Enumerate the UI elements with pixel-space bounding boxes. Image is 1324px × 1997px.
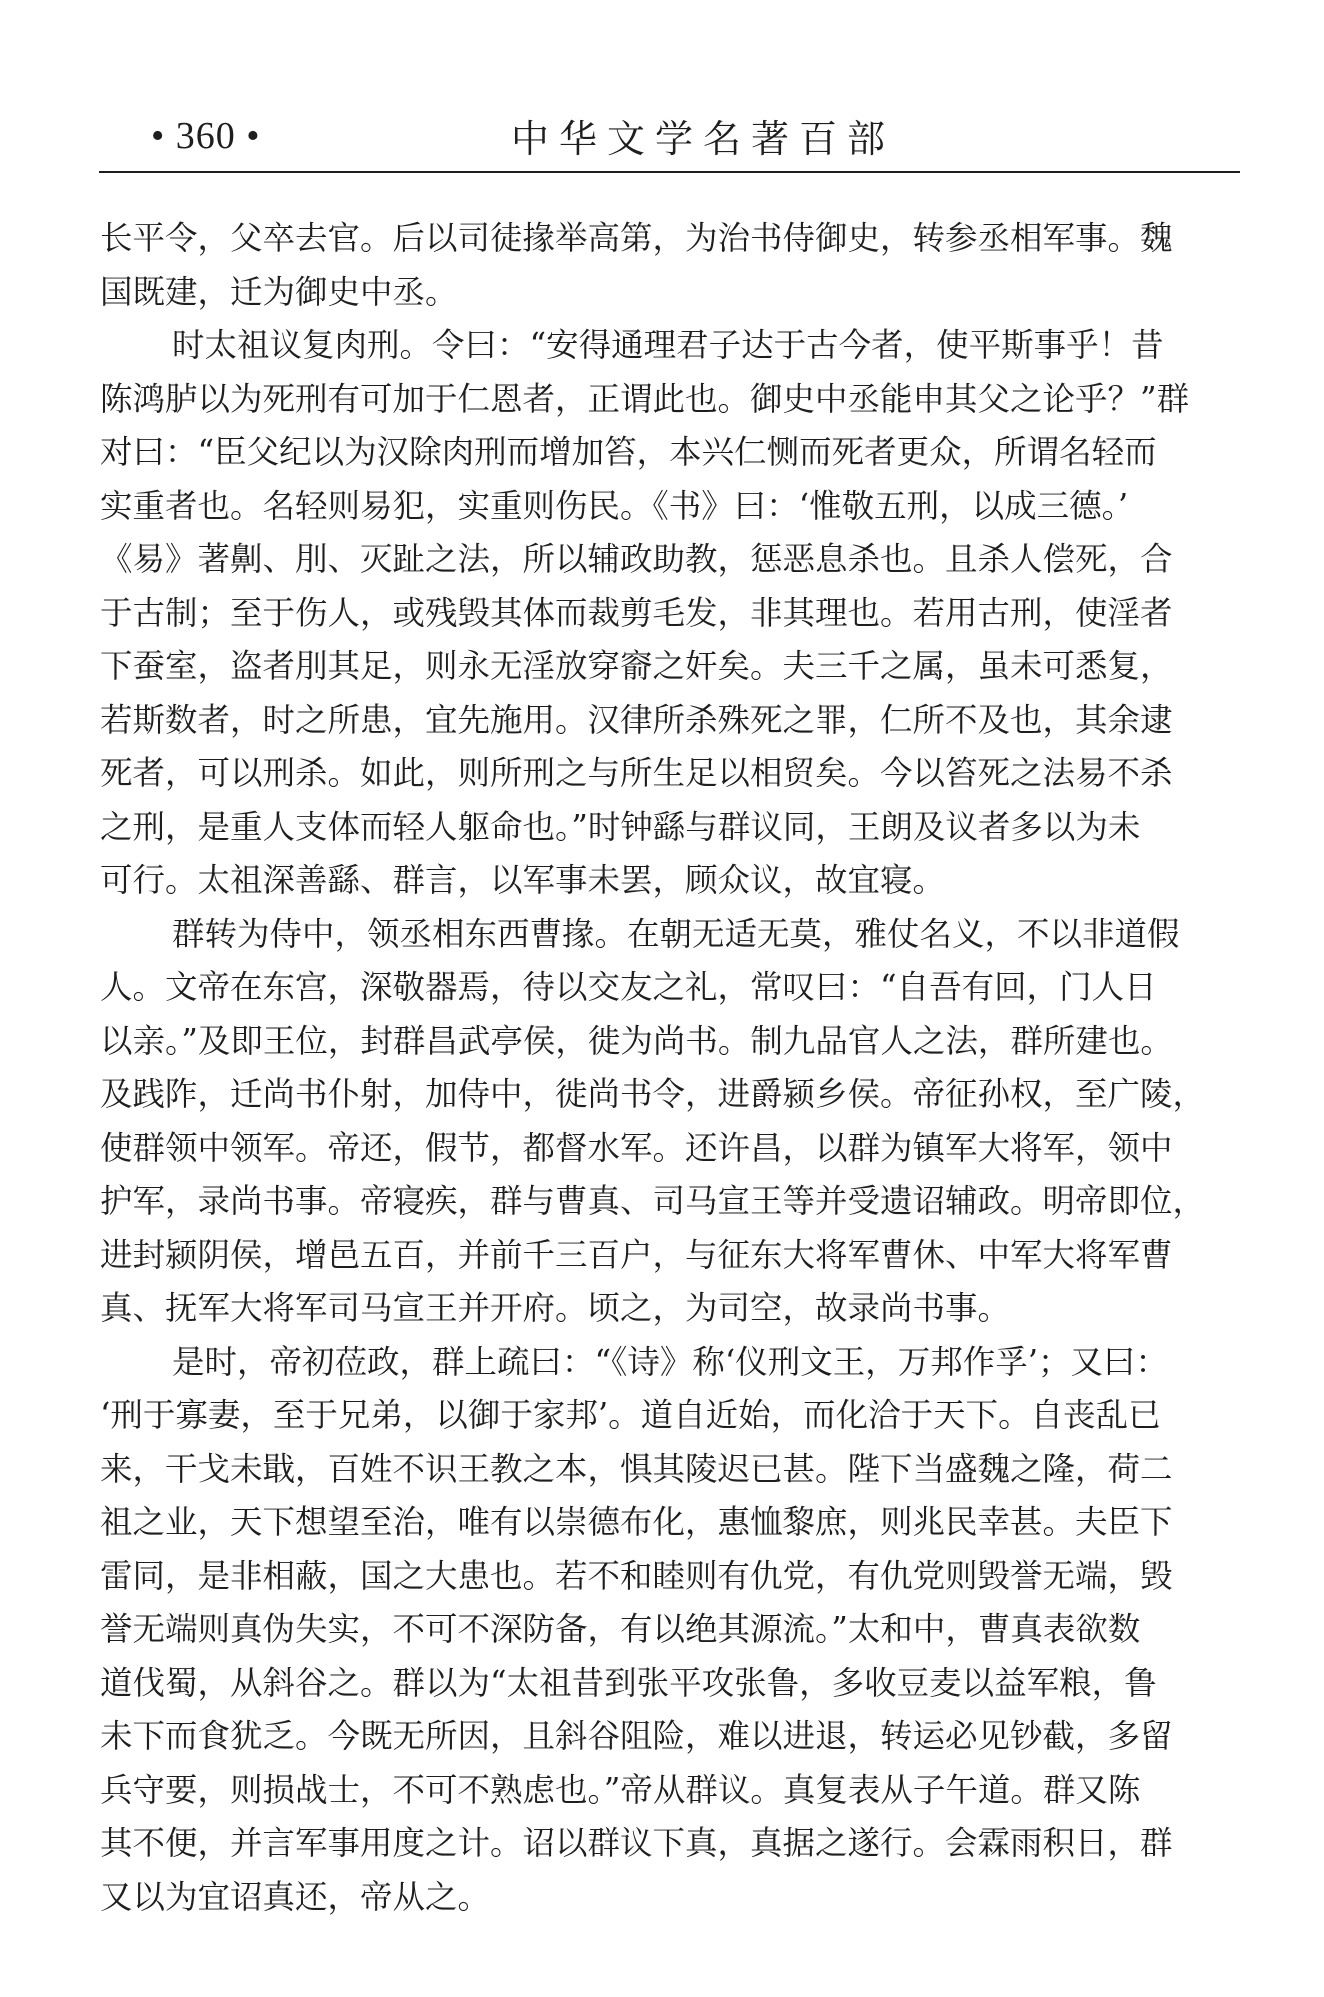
text-line: 若斯数者，时之所患，宜先施用。汉律所杀殊死之罪，仁所不及也，其余逮 bbox=[100, 700, 1173, 739]
text-line: 实重者也。名轻则易犯，实重则伤民。《书》曰：‘惟敬五刑，以成三德。’ bbox=[100, 486, 1129, 525]
text-line: 誉无端则真伪失实，不可不深防备，有以绝其源流。”太和中，曹真表欲数 bbox=[100, 1610, 1141, 1648]
page-header bbox=[99, 108, 1240, 168]
text-line: 祖之业，天下想望至治，唯有以崇德布化，惠恤黎庶，则兆民幸甚。夫臣下 bbox=[100, 1503, 1173, 1541]
text-line: 群转为侍中，领丞相东西曹掾。在朝无适无莫，雅仗名义，不以非道假 bbox=[172, 914, 1180, 953]
text-line: 兵守要，则损战士，不可不熟虑也。”帝从群议。真复表从子午道。群又陈 bbox=[100, 1770, 1141, 1809]
text-line: 对曰：“臣父纪以为汉除肉刑而增加笞，本兴仁恻而死者更众，所谓名轻而 bbox=[100, 433, 1157, 471]
book-title: 中华文学名著百部 bbox=[511, 117, 896, 161]
text-line: 陈鸿胪以为死刑有可加于仁恩者，正谓此也。御史中丞能申其父之论乎？”群 bbox=[100, 379, 1190, 418]
text-line: 国既建，迁为御史中丞。 bbox=[100, 272, 458, 311]
text-line: 人。文帝在东宫，深敬器焉，待以交友之礼，常叹曰：“自吾有回，门人日 bbox=[100, 968, 1157, 1006]
text-line: 使群领中领军。帝还，假节，都督水军。还许昌，以群为镇军大将军，领中 bbox=[100, 1128, 1173, 1167]
text-line: 护军，录尚书事。帝寝疾，群与曹真、司马宣王等并受遗诏辅政。明帝即位， bbox=[100, 1182, 1206, 1220]
text-line: 来，干戈未戢，百姓不识王教之本，惧其陵迟已甚。陛下当盛魏之隆，荷二 bbox=[100, 1449, 1173, 1488]
text-line: 是时，帝初莅政，群上疏曰：“《诗》称‘仪刑文王，万邦作孚’；又曰： bbox=[172, 1342, 1169, 1381]
text-line: 道伐蜀，从斜谷之。群以为“太祖昔到张平攻张鲁，多收豆麦以益军粮，鲁 bbox=[100, 1663, 1157, 1702]
text-line: 未下而食犹乏。今既无所因，且斜谷阻险，难以进退，转运必见钞截，多留 bbox=[100, 1717, 1173, 1755]
text-line: 《易》著劓、刖、灭趾之法，所以辅政助教，惩恶息杀也。且杀人偿死，合 bbox=[100, 540, 1173, 578]
text-line: 其不便，并言军事用度之计。诏以群议下真，真据之遂行。会霖雨积日，群 bbox=[100, 1824, 1173, 1862]
text-line: 及践阼，迁尚书仆射，加侍中，徙尚书令，进爵颍乡侯。帝征孙权，至广陵， bbox=[100, 1075, 1206, 1113]
text-line: 雷同，是非相蔽，国之大患也。若不和睦则有仇党，有仇党则毁誉无端，毁 bbox=[100, 1556, 1173, 1595]
body-text bbox=[100, 212, 1240, 1924]
text-line: 又以为宜诏真还，帝从之。 bbox=[100, 1877, 491, 1916]
text-line: 可行。太祖深善繇、群言，以军事未罢，顾众议，故宜寝。 bbox=[100, 861, 946, 899]
text-line: 于古制；至于伤人，或残毁其体而裁剪毛发，非其理也。若用古刑，使淫者 bbox=[100, 593, 1173, 632]
text-line: ‘刑于寡妻，至于兄弟，以御于家邦’。道自近始，而化洽于天下。自丧乱已 bbox=[100, 1396, 1161, 1434]
text-line: 下蚕室，盗者刖其足，则永无淫放穿窬之奸矣。夫三千之属，虽未可悉复， bbox=[100, 647, 1173, 685]
text-line: 之刑，是重人支体而轻人躯命也。”时钟繇与群议同，王朗及议者多以为未 bbox=[100, 807, 1141, 846]
text-line: 真、抚军大将军司马宣王并开府。顷之，为司空，故录尚书事。 bbox=[100, 1289, 1011, 1327]
text-line: 进封颍阴侯，增邑五百，并前千三百户，与征东大将军曹休、中军大将军曹 bbox=[100, 1235, 1173, 1274]
text-line: 以亲。”及即王位，封群昌武亭侯，徙为尚书。制九品官人之法，群所建也。 bbox=[100, 1021, 1173, 1060]
text-line: 死者，可以刑杀。如此，则所刑之与所生足以相贸矣。今以笞死之法易不杀 bbox=[100, 754, 1173, 792]
text-line: 长平令，父卒去官。后以司徒掾举高第，为治书侍御史，转参丞相军事。魏 bbox=[100, 219, 1173, 257]
text-line: 时太祖议复肉刑。令曰：“安得通理君子达于古今者，使平斯事乎！昔 bbox=[172, 326, 1164, 364]
page-number: • 360 • bbox=[151, 115, 261, 157]
header-rule bbox=[99, 171, 1240, 173]
